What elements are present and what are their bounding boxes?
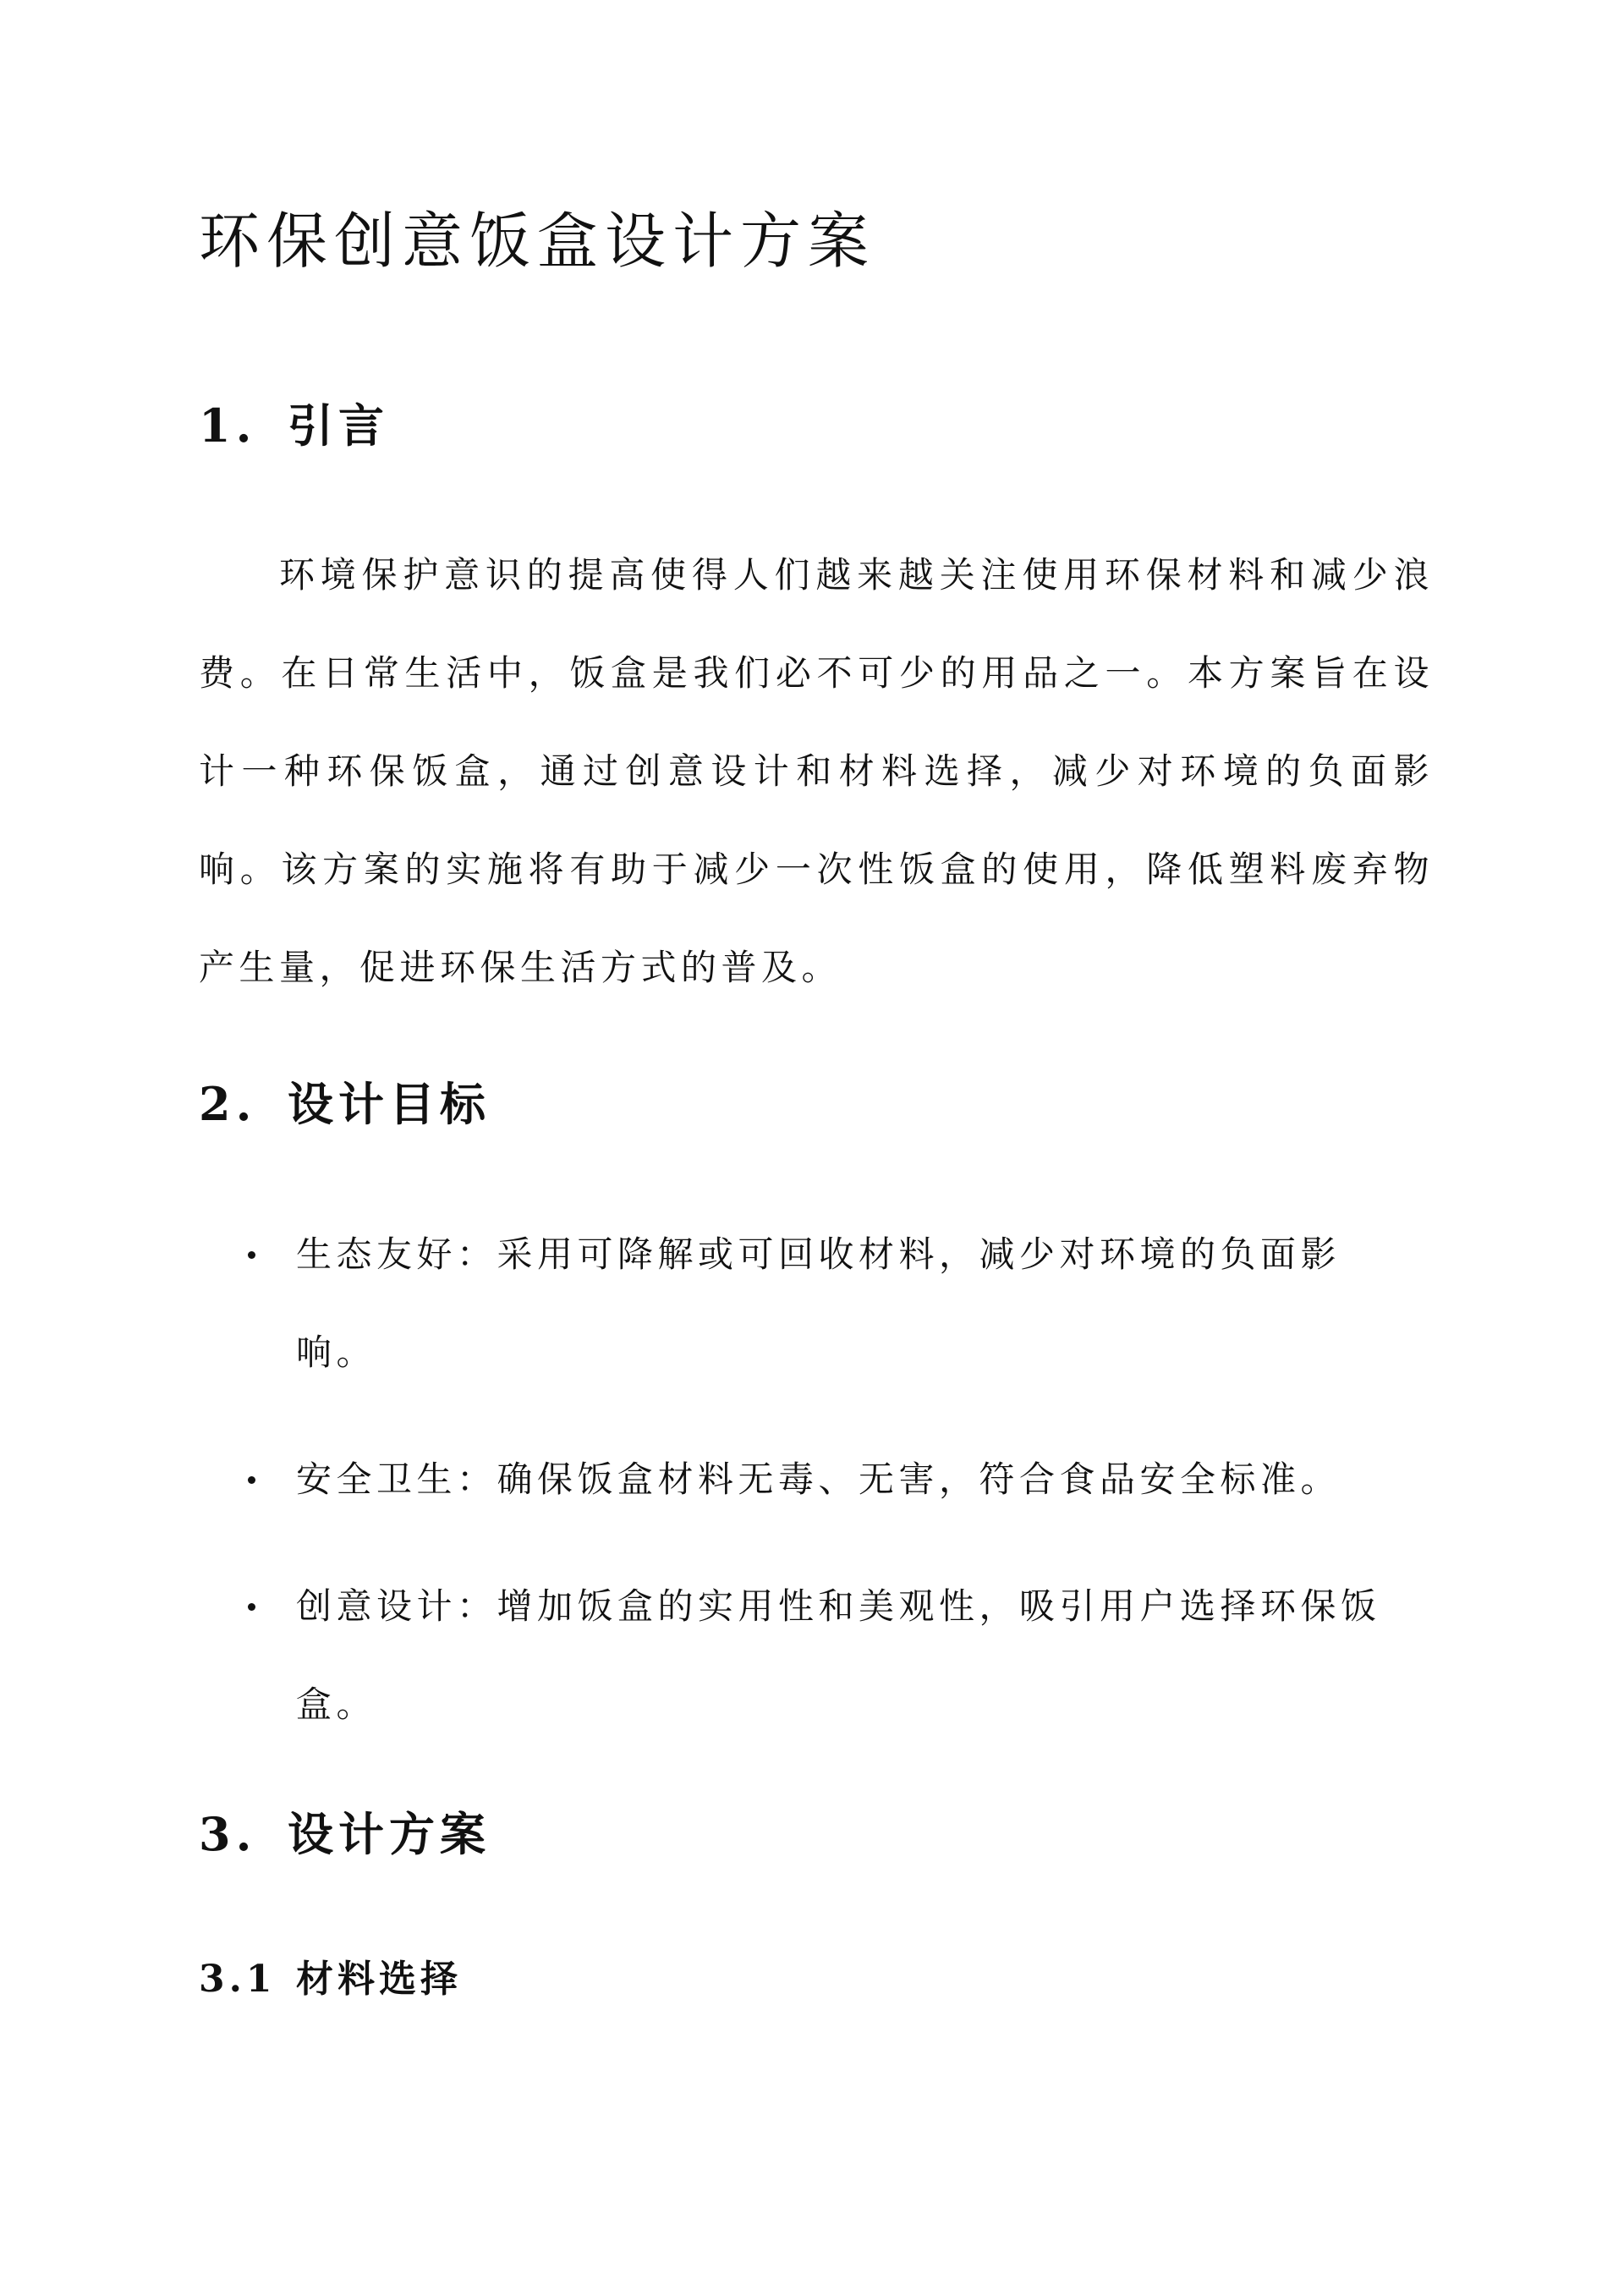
section-number: 3. [199, 1807, 257, 1861]
list-item-text: 生态友好：采用可降解或可回收材料，减少对环境的负面影响。 [296, 1233, 1341, 1373]
section-number: 1. [199, 398, 257, 453]
section-title: 设计方案 [288, 1807, 491, 1861]
list-item-text: 创意设计：增加饭盒的实用性和美观性，吸引用户选择环保饭盒。 [296, 1585, 1381, 1725]
subsection-number: 3.1 [199, 1958, 277, 2001]
bullet-icon [248, 1476, 255, 1484]
list-item [199, 1431, 1413, 1529]
subsection-title: 材料选择 [296, 1958, 462, 2001]
list-item-text: 安全卫生：确保饭盒材料无毒、无害，符合食品安全标准。 [296, 1458, 1341, 1500]
document-title: 环保创意饭盒设计方案 [199, 206, 876, 277]
list-item [199, 1557, 1413, 1754]
bullet-icon [248, 1251, 255, 1259]
section-title: 引言 [288, 398, 389, 453]
section-heading-intro [199, 396, 389, 455]
bullet-icon [248, 1603, 255, 1611]
list-item [199, 1206, 1413, 1402]
intro-paragraph: 环境保护意识的提高使得人们越来越关注使用环保材料和减少浪费。在日常生活中，饭盒是我们必不可少的用品之一。本方案旨在设计一种环保饭盒，通过创意设计和材料选择，减少对环境的负面影响。该方案的实施将有助于减少一次性饭盒的使用，降低塑料废弃物产生量，促进环保生活方式的普及。 [199, 554, 1434, 988]
section-title: 设计目标 [288, 1077, 491, 1131]
section-heading-goals [199, 1074, 491, 1134]
subsection-heading-materials [199, 1954, 462, 2005]
section-number: 2. [199, 1077, 257, 1131]
design-goals-list [199, 1206, 1434, 1782]
section-heading-design [199, 1804, 491, 1864]
